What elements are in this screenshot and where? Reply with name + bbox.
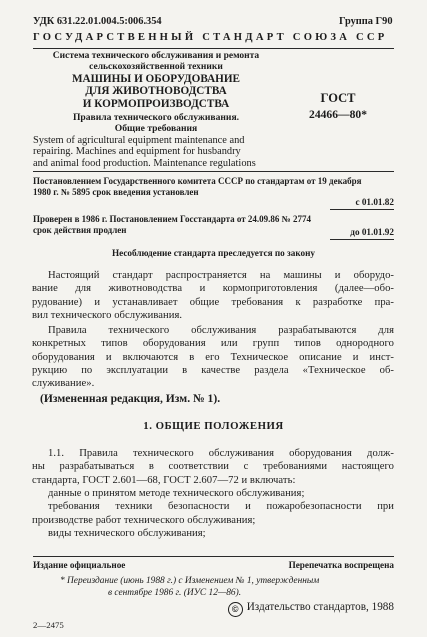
title-block-rule (33, 171, 394, 172)
rules-subtitle (40, 112, 272, 134)
english-title-line: repairing. Machines and equipment for husbandry (33, 146, 241, 158)
system-title-line: сельскохозяйственной техники (89, 62, 223, 72)
date-underline (330, 209, 394, 210)
intro-line: рудование) и устанавливает общие требования к разработке пра- (32, 296, 394, 308)
section-paragraph (32, 447, 394, 487)
intro-line: Правила технического обслуживания разрабатываются для (48, 325, 394, 336)
english-title-line: and animal food production. Maintenance regulations (33, 157, 256, 169)
print-code: 2—2475 (33, 620, 64, 630)
intro-line: Настоящий стандарт распространяется на машины и оборудо- (48, 270, 394, 281)
intro-line: конкретных типов оборудования или групп типов однородного (32, 338, 394, 350)
list-item: требования техники безопасности и пожаробезопасности при (48, 501, 394, 513)
list-item: производстве работ технического обслуживания; (32, 514, 256, 526)
intro-paragraph-2 (32, 324, 394, 390)
intro-line: вание для животноводства и кормоприготовления (далее—обо- (32, 283, 394, 295)
english-title (33, 135, 256, 169)
publisher: Издательство стандартов, 1988 (246, 601, 394, 613)
group-code: Группа Г90 (339, 16, 393, 27)
section-line: ны разрабатываться в соответствии с требованиями настоящего (32, 461, 394, 473)
machines-title (40, 73, 272, 110)
machines-title-line: ДЛЯ ЖИВОТНОВОДСТВА (85, 85, 227, 98)
reissue-note (60, 576, 319, 599)
gost-number: 24466—80* (309, 108, 367, 121)
official-edition: Издание официальное (33, 560, 126, 570)
rules-subtitle-line: Общие требования (114, 123, 198, 134)
check-text (33, 214, 311, 237)
intro-line: служивание». (32, 378, 95, 390)
check-line: Проверен в 1986 г. Постановлением Госстандарта от 24.09.86 № 2774 (33, 214, 311, 224)
copyright (200, 601, 394, 617)
section-line: стандарта, ГОСТ 2.601—68, ГОСТ 2.607—72 и включать: (32, 474, 296, 486)
udk-code: УДК 631.22.01.004.5:006.354 (33, 16, 162, 27)
intro-line: вил технического обслуживания. (32, 309, 183, 321)
english-title-line: System of agricultural equipment maintenance and (33, 135, 245, 146)
section-line: 1.1. Правила технического обслуживания оборудования долж- (48, 448, 394, 459)
system-title (40, 51, 272, 73)
edition-note: (Измененная редакция, Изм. № 1). (40, 392, 221, 405)
check-line: срок действия продлен (33, 225, 127, 236)
law-warning: Несоблюдение стандарта преследуется по закону (112, 248, 315, 258)
intro-paragraph-1 (32, 269, 394, 322)
section-heading: 1. ОБЩИЕ ПОЛОЖЕНИЯ (143, 420, 284, 432)
date-underline (330, 239, 394, 240)
intro-line: оборудования и включаются в его Техническое описание и инст- (32, 351, 394, 363)
section-list (32, 487, 394, 540)
introduction-date: с 01.01.82 (355, 197, 394, 207)
approval-line: Постановлением Государственного комитета СССР по стандартам от 19 декабря (33, 176, 362, 186)
rules-subtitle-line: Правила технического обслуживания. (72, 112, 240, 123)
reissue-line: * Переиздание (июнь 1988 г.) с Изменением № 1, утвержденным (60, 576, 320, 586)
reprint-notice: Перепечатка воспрещена (288, 560, 394, 570)
header-rule (33, 48, 394, 49)
standard-banner: ГОСУДАРСТВЕННЫЙ СТАНДАРТ СОЮЗА ССР (33, 32, 388, 43)
approval-line: 1980 г. № 5895 срок введения установлен (33, 187, 199, 198)
gost-label: ГОСТ (320, 91, 356, 105)
reissue-line: в сентябре 1986 г. (ИУС 12—86). (108, 587, 242, 598)
footer-rule (33, 556, 394, 557)
copyright-icon: © (228, 602, 243, 617)
intro-line: рукцию по эксплуатации в качестве раздела «Техническое об- (32, 364, 394, 376)
machines-title-line: МАШИНЫ И ОБОРУДОВАНИЕ (71, 73, 241, 85)
list-item: виды технического обслуживания; (48, 527, 206, 539)
system-title-line: Система технического обслуживания и ремонта (52, 51, 260, 61)
machines-title-line: И КОРМОПРОИЗВОДСТВА (82, 97, 230, 110)
list-item: данные о принятом методе технического обслуживания; (48, 488, 305, 499)
approval-text (33, 176, 362, 199)
extension-date: до 01.01.92 (350, 227, 394, 237)
